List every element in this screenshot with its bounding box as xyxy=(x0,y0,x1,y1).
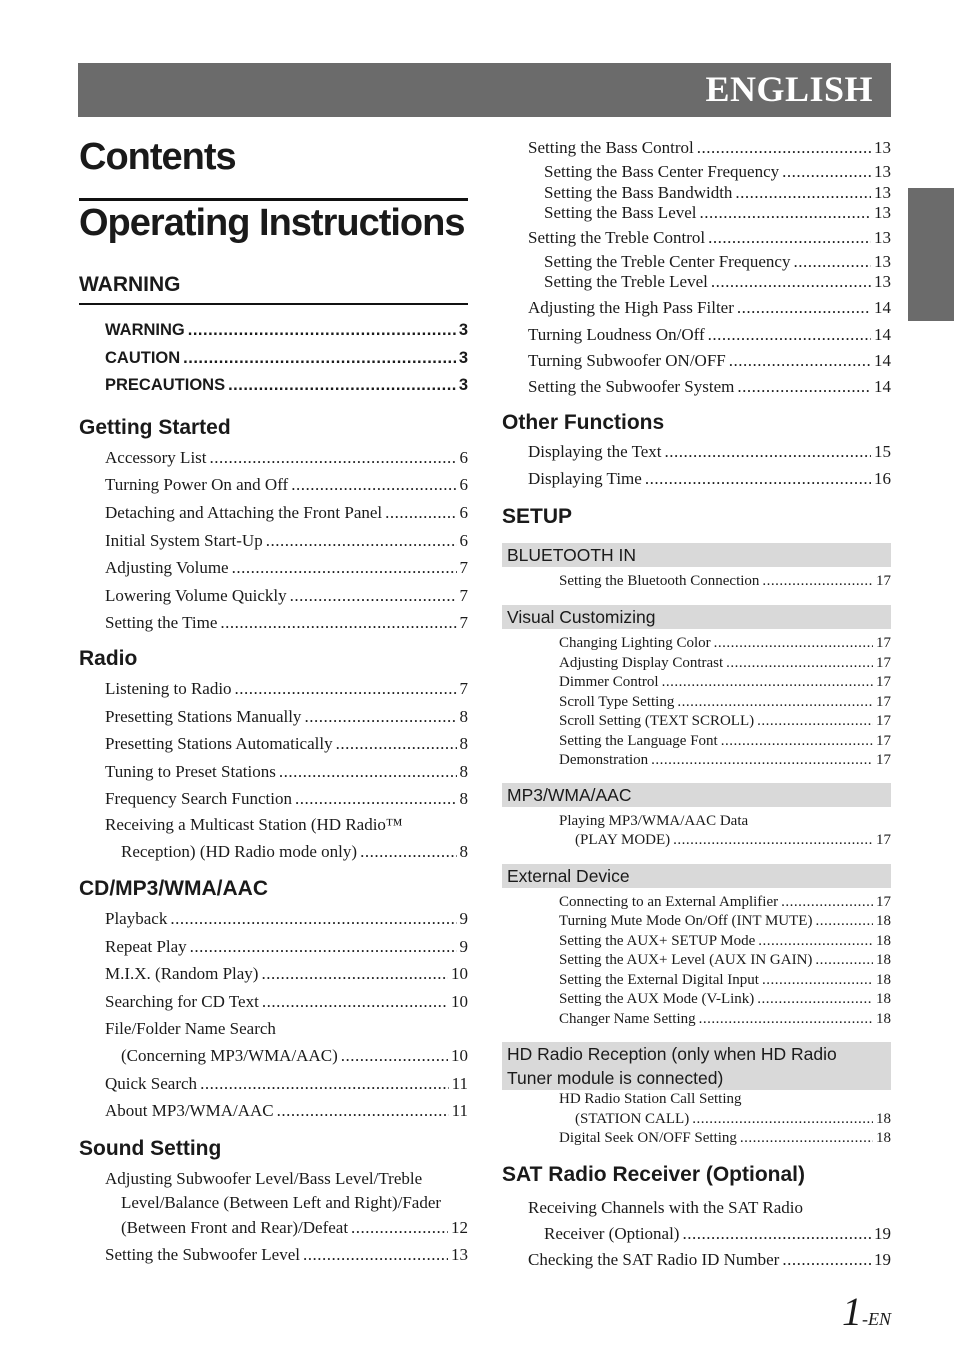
toc-entry[interactable]: Playback ..... 9 xyxy=(105,905,468,933)
toc-text: Adjusting Subwoofer Level/Bass Level/Treble xyxy=(105,1168,423,1188)
toc-entry[interactable]: Changing Lighting Color ..... 17 xyxy=(559,634,891,654)
toc-entry[interactable]: Frequency Search Function ..... 8 xyxy=(105,785,468,813)
toc-entry-sat-receiving[interactable]: Receiving Channels with the SAT Radio Receiver (Optional) ..... 19 xyxy=(528,1195,891,1247)
toc-entry[interactable]: Displaying the Text ..... 15 xyxy=(528,438,891,466)
toc-entry[interactable]: Lowering Volume Quickly ..... 7 xyxy=(105,582,468,610)
toc-entry[interactable]: Setting the AUX Mode (V-Link) ..... 18 xyxy=(559,990,891,1010)
toc-text: Level/Balance (Between Left and Right)/Fader xyxy=(121,1193,442,1213)
toc-entry[interactable]: Adjusting Display Contrast ..... 17 xyxy=(559,654,891,674)
toc-entry[interactable]: Digital Seek ON/OFF Setting ..... 18 xyxy=(559,1129,891,1149)
section-radio-title: Radio xyxy=(79,646,138,670)
toc-entry[interactable]: Setting the Time ..... 7 xyxy=(105,609,468,637)
toc-entry-play-mode[interactable]: Playing MP3/WMA/AAC Data (PLAY MODE) ..... 17 xyxy=(502,812,891,851)
toc-entry[interactable]: Detaching and Attaching the Front Panel ..... 6 xyxy=(105,499,468,527)
toc-entry[interactable]: Setting the Bass Bandwidth ..... 13 xyxy=(502,183,891,204)
toc-entry[interactable]: Setting the Subwoofer System ..... 14 xyxy=(502,374,891,400)
subsection-hd-radio-bar xyxy=(502,1042,891,1090)
contents-title: Contents xyxy=(79,136,236,178)
toc-entry[interactable]: Scroll Setting (TEXT SCROLL) ..... 17 xyxy=(559,712,891,732)
toc-entry-warning[interactable]: WARNING ..... 3 xyxy=(105,317,468,345)
toc-entry[interactable]: Listening to Radio ..... 7 xyxy=(105,675,468,703)
hd-bar-line1: HD Radio Reception (only when HD Radio xyxy=(507,1044,837,1065)
toc-entry[interactable]: Checking the SAT Radio ID Number ..... 19 xyxy=(528,1247,891,1273)
operating-instructions-title: Operating Instructions xyxy=(79,202,465,244)
toc-entry-station-call[interactable]: HD Radio Station Call Setting (STATION CALL) ..... 18 xyxy=(559,1090,891,1129)
toc-entry[interactable]: Turning Loudness On/Off ..... 14 xyxy=(502,322,891,348)
toc-entry[interactable]: Setting the AUX+ SETUP Mode ..... 18 xyxy=(559,932,891,952)
toc-entry-multicast[interactable]: Receiving a Multicast Station (HD Radio™ Reception) (HD Radio mode only) ..... 8 xyxy=(105,813,468,865)
toc-text: Receiving Channels with the SAT Radio xyxy=(528,1197,803,1217)
toc-entry[interactable]: Setting the AUX+ Level (AUX IN GAIN) ..... 18 xyxy=(559,951,891,971)
toc-entry[interactable]: Adjusting Volume ..... 7 xyxy=(105,554,468,582)
banner-label: ENGLISH xyxy=(705,69,873,109)
section-getting-started-title: Getting Started xyxy=(79,415,231,439)
subsection-mp3-bar: MP3/WMA/AAC xyxy=(502,783,891,807)
toc-entry[interactable]: Adjusting the High Pass Filter ..... 14 xyxy=(502,293,891,322)
toc-entry[interactable]: Quick Search ..... 11 xyxy=(105,1070,468,1098)
toc-entry[interactable]: About MP3/WMA/AAC ..... 11 xyxy=(105,1097,468,1125)
toc-entry-precautions[interactable]: PRECAUTIONS ..... 3 xyxy=(105,372,468,400)
hd-bar-line2: Tuner module is connected) xyxy=(507,1068,724,1089)
subsection-external-bar: External Device xyxy=(502,864,891,888)
page-number-suffix: -EN xyxy=(862,1309,891,1329)
toc-entry[interactable]: Dimmer Control ..... 17 xyxy=(559,673,891,693)
section-other-title: Other Functions xyxy=(502,410,665,434)
toc-entry-file-folder[interactable]: File/Folder Name Search (Concerning MP3/WMA/AAC) ..... 10 xyxy=(105,1017,468,1069)
toc-entry-caution[interactable]: CAUTION ..... 3 xyxy=(105,345,468,373)
toc-entry[interactable]: Turning Subwoofer ON/OFF ..... 14 xyxy=(502,348,891,374)
toc-entry[interactable]: Presetting Stations Automatically ..... 8 xyxy=(105,730,468,758)
toc-entry[interactable]: Setting the Bluetooth Connection ..... 17 xyxy=(559,572,891,592)
toc-entry[interactable]: Setting the Treble Control ..... 13 xyxy=(502,224,891,252)
toc-text: Receiving a Multicast Station (HD Radio™ xyxy=(105,814,403,834)
toc-entry[interactable]: Setting the Bass Level ..... 13 xyxy=(502,203,891,224)
toc-entry[interactable]: Demonstration ..... 17 xyxy=(559,751,891,771)
toc-text: Playing MP3/WMA/AAC Data xyxy=(559,812,749,829)
toc-entry[interactable]: Setting the Bass Center Frequency ..... 13 xyxy=(502,162,891,183)
side-thumb-tab xyxy=(908,188,954,321)
toc-entry[interactable]: Displaying Time ..... 16 xyxy=(528,465,891,493)
section-cd-title: CD/MP3/WMA/AAC xyxy=(79,877,268,901)
toc-entry[interactable]: Scroll Type Setting ..... 17 xyxy=(559,693,891,713)
toc-entry-adjusting[interactable]: Adjusting Subwoofer Level/Bass Level/Treble Level/Balance (Between Left and Right)/Fader (Between Front and Rear)/Defeat ..... 12 xyxy=(105,1167,468,1241)
toc-entry[interactable]: Setting the Subwoofer Level ..... 13 xyxy=(105,1241,468,1269)
toc-text: HD Radio Station Call Setting xyxy=(559,1091,742,1108)
page-number xyxy=(842,1288,891,1335)
subsection-bluetooth-bar: BLUETOOTH IN xyxy=(502,543,891,567)
toc-entry[interactable]: Turning Mute Mode On/Off (INT MUTE) ..... 18 xyxy=(559,912,891,932)
section-sound-title: Sound Setting xyxy=(79,1136,222,1160)
toc-entry[interactable]: Setting the Treble Level ..... 13 xyxy=(502,272,891,293)
toc-entry[interactable]: Accessory List ..... 6 xyxy=(105,444,468,472)
section-warning-title: WARNING xyxy=(79,273,181,296)
toc-entry[interactable]: Connecting to an External Amplifier ..... 17 xyxy=(559,893,891,913)
toc-entry[interactable]: Setting the Bass Control ..... 13 xyxy=(502,134,891,162)
subsection-visual-bar: Visual Customizing xyxy=(502,605,891,629)
page-number-value: 1 xyxy=(842,1289,862,1334)
toc-entry[interactable]: Setting the Language Font ..... 17 xyxy=(559,732,891,752)
toc-entry[interactable]: Setting the External Digital Input ..... 18 xyxy=(559,971,891,991)
toc-entry[interactable]: Tuning to Preset Stations ..... 8 xyxy=(105,758,468,786)
toc-entry[interactable]: Searching for CD Text ..... 10 xyxy=(105,988,468,1016)
language-banner xyxy=(78,63,891,117)
toc-entry[interactable]: Presetting Stations Manually ..... 8 xyxy=(105,703,468,731)
section-sat-title: SAT Radio Receiver (Optional) xyxy=(502,1162,805,1186)
toc-entry[interactable]: M.I.X. (Random Play) ..... 10 xyxy=(105,960,468,988)
toc-entry[interactable]: Repeat Play ..... 9 xyxy=(105,933,468,961)
toc-text: File/Folder Name Search xyxy=(105,1019,276,1039)
section-setup-title: SETUP xyxy=(502,504,573,528)
toc-entry[interactable]: Changer Name Setting ..... 18 xyxy=(559,1010,891,1030)
toc-entry[interactable]: Setting the Treble Center Frequency ..... 13 xyxy=(502,252,891,273)
toc-entry[interactable]: Initial System Start-Up ..... 6 xyxy=(105,527,468,555)
toc-entry[interactable]: Turning Power On and Off ..... 6 xyxy=(105,471,468,499)
